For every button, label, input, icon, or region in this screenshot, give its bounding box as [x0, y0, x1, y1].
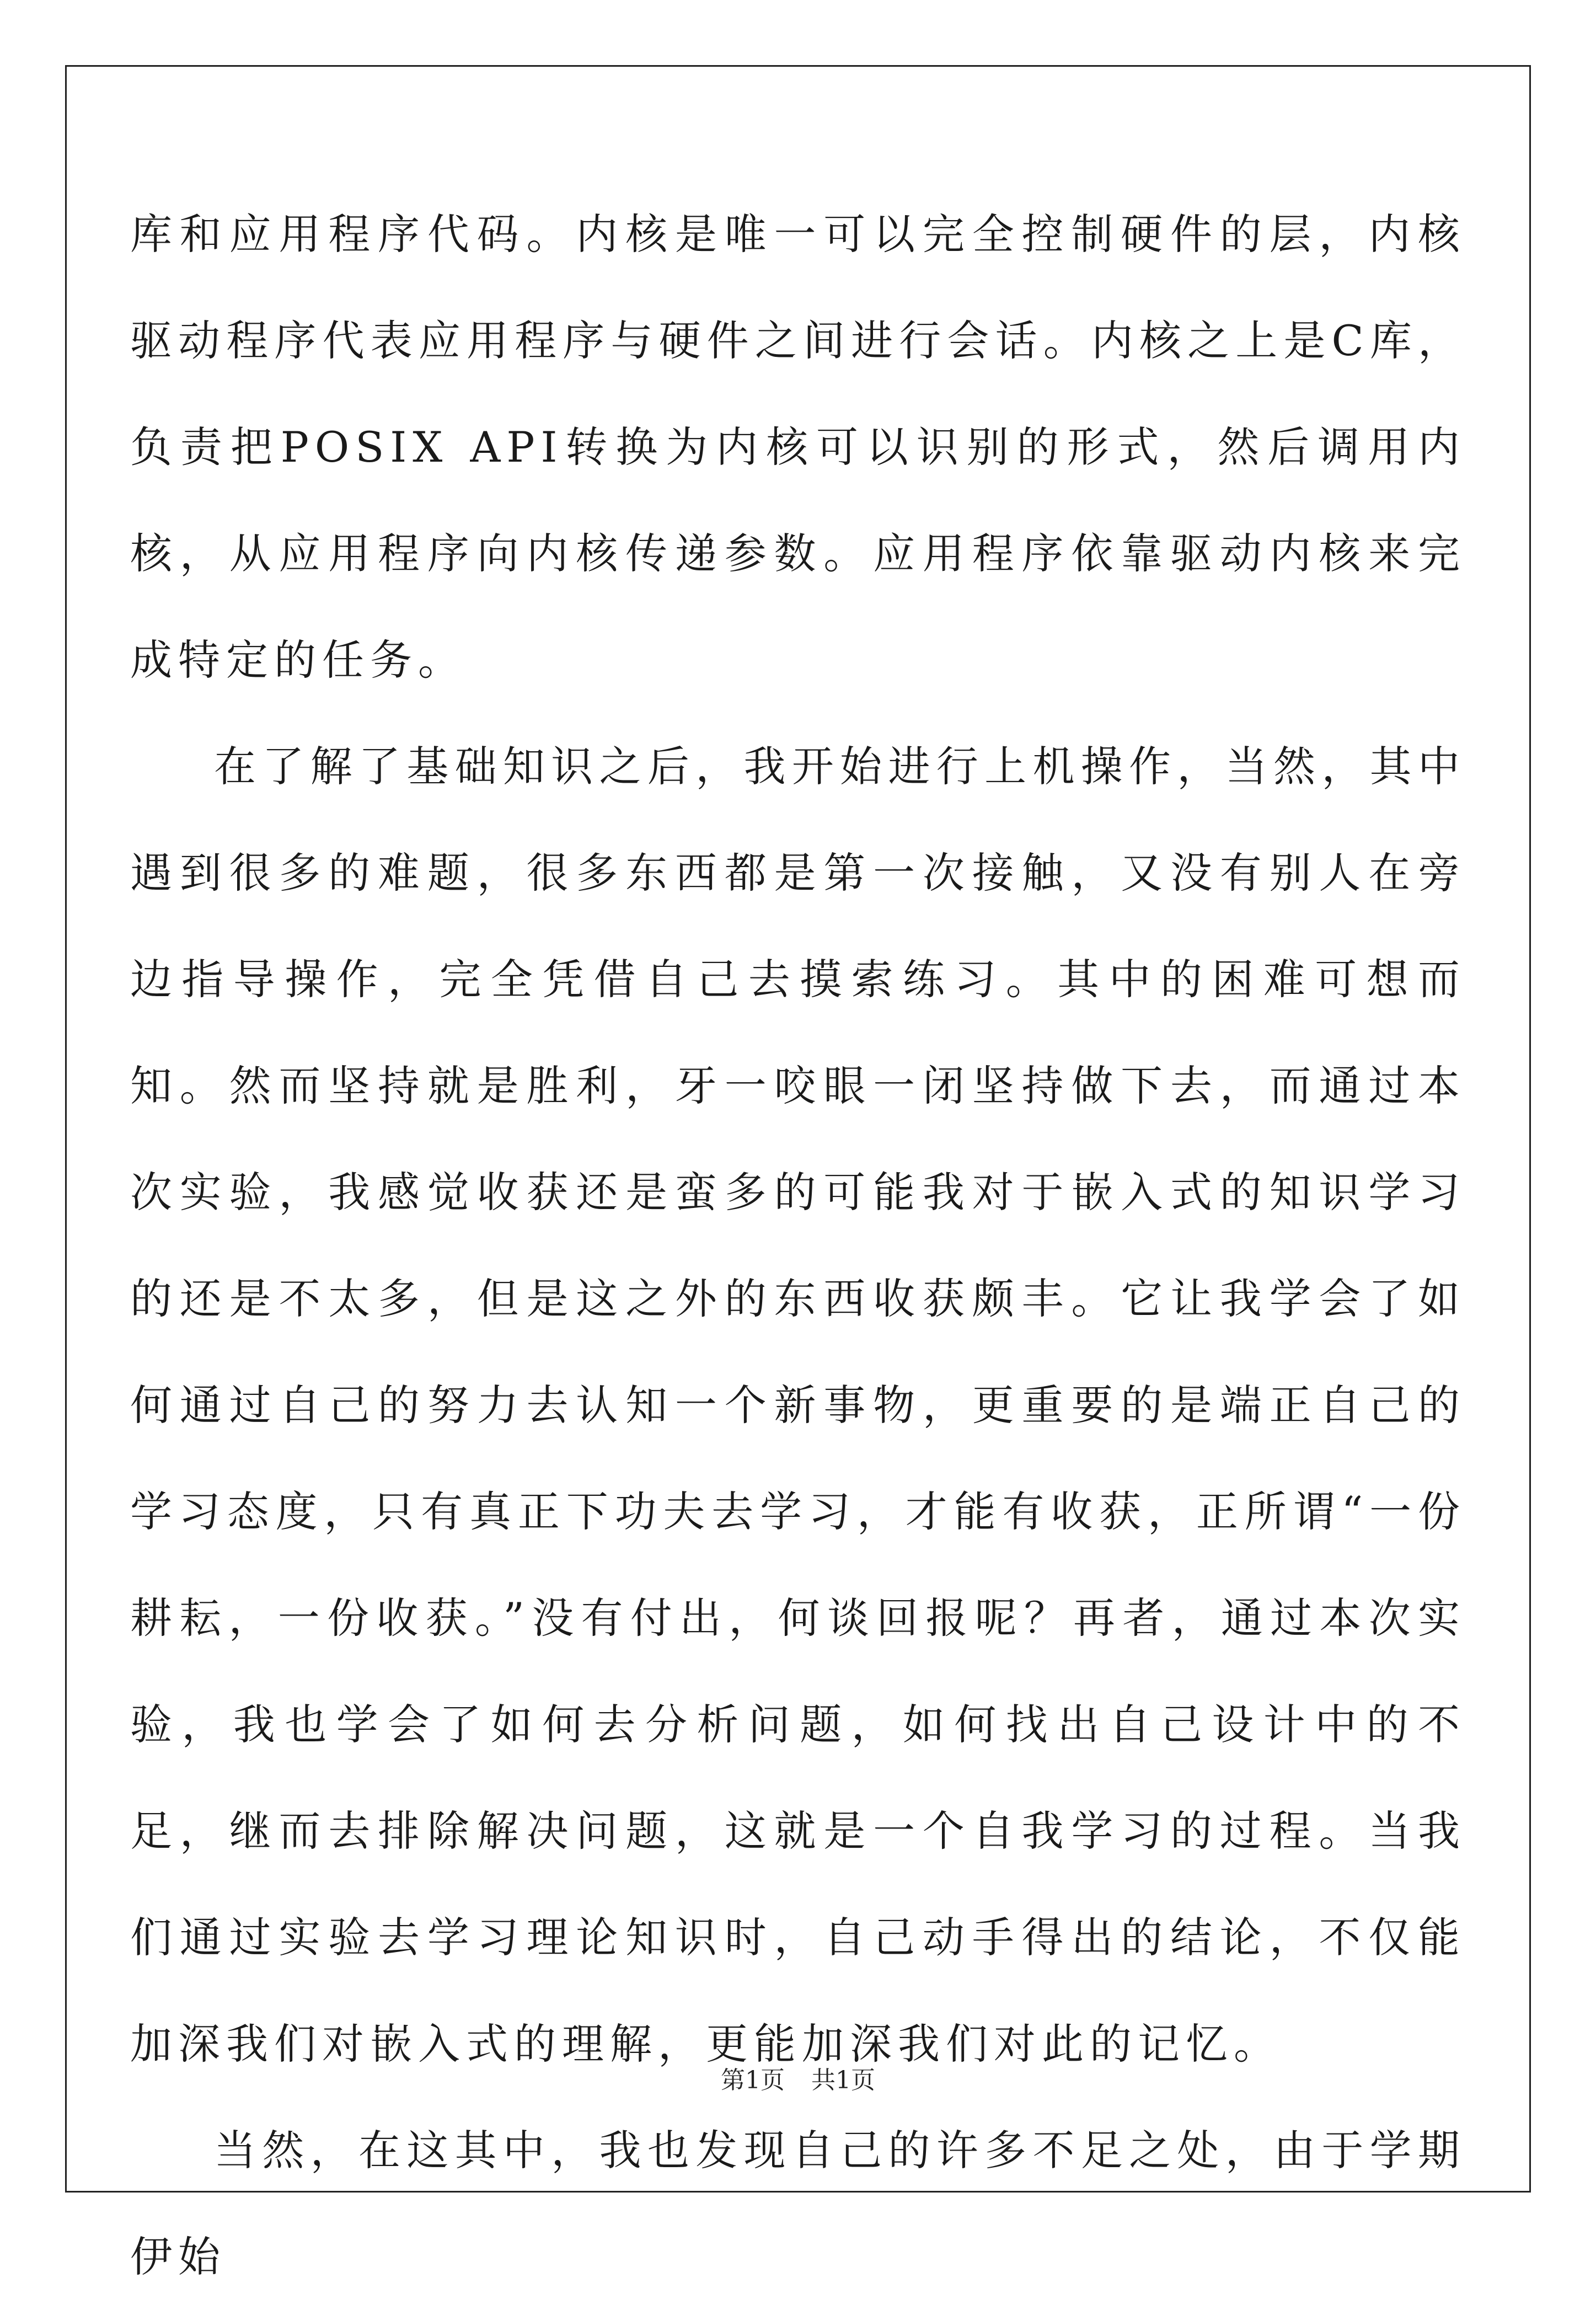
- document-body: [130, 181, 1466, 2310]
- page-number: 第1页: [721, 2066, 785, 2094]
- paragraph-2: 在了解了基础知识之后，我开始进行上机操作，当然，其中遇到很多的难题，很多东西都是第一次接触，又没有别人在旁边指导操作，完全凭借自己去摸索练习。其中的困难可想而知。然而坚持就是胜利，牙一咬眼一闭坚持做下去，而通过本次实验，我感觉收获还是蛮多的可能我对于嵌入式的知识学习的还是不太多，但是这之外的东西收获颇丰。它让我学会了如何通过自己的努力去认知一个新事物，更重要的是端正自己的学习态度，只有真正下功夫去学习，才能有收获，正所谓“一份耕耘，一份收获。”没有付出，何谈回报呢？再者，通过本次实验，我也学会了如何去分析问题，如何找出自己设计中的不足，继而去排除解决问题，这就是一个自我学习的过程。当我们通过实验去学习理论知识时，自己动手得出的结论，不仅能加深我们对嵌入式的理解，更能加深我们对此的记忆。: [130, 742, 1466, 2068]
- paragraph-1: 库和应用程序代码。内核是唯一可以完全控制硬件的层，内核驱动程序代表应用程序与硬件之间进行会话。内核之上是C库，负责把POSIX API转换为内核可以识别的形式，然后调用内核，从应用程序向内核传递参数。应用程序依靠驱动内核来完成特定的任务。: [130, 210, 1466, 685]
- page-total: 共1页: [811, 2066, 875, 2094]
- paragraph-3: 当然，在这其中，我也发现自己的许多不足之处，由于学期伊始: [130, 2126, 1466, 2281]
- page-footer: [0, 2064, 1596, 2097]
